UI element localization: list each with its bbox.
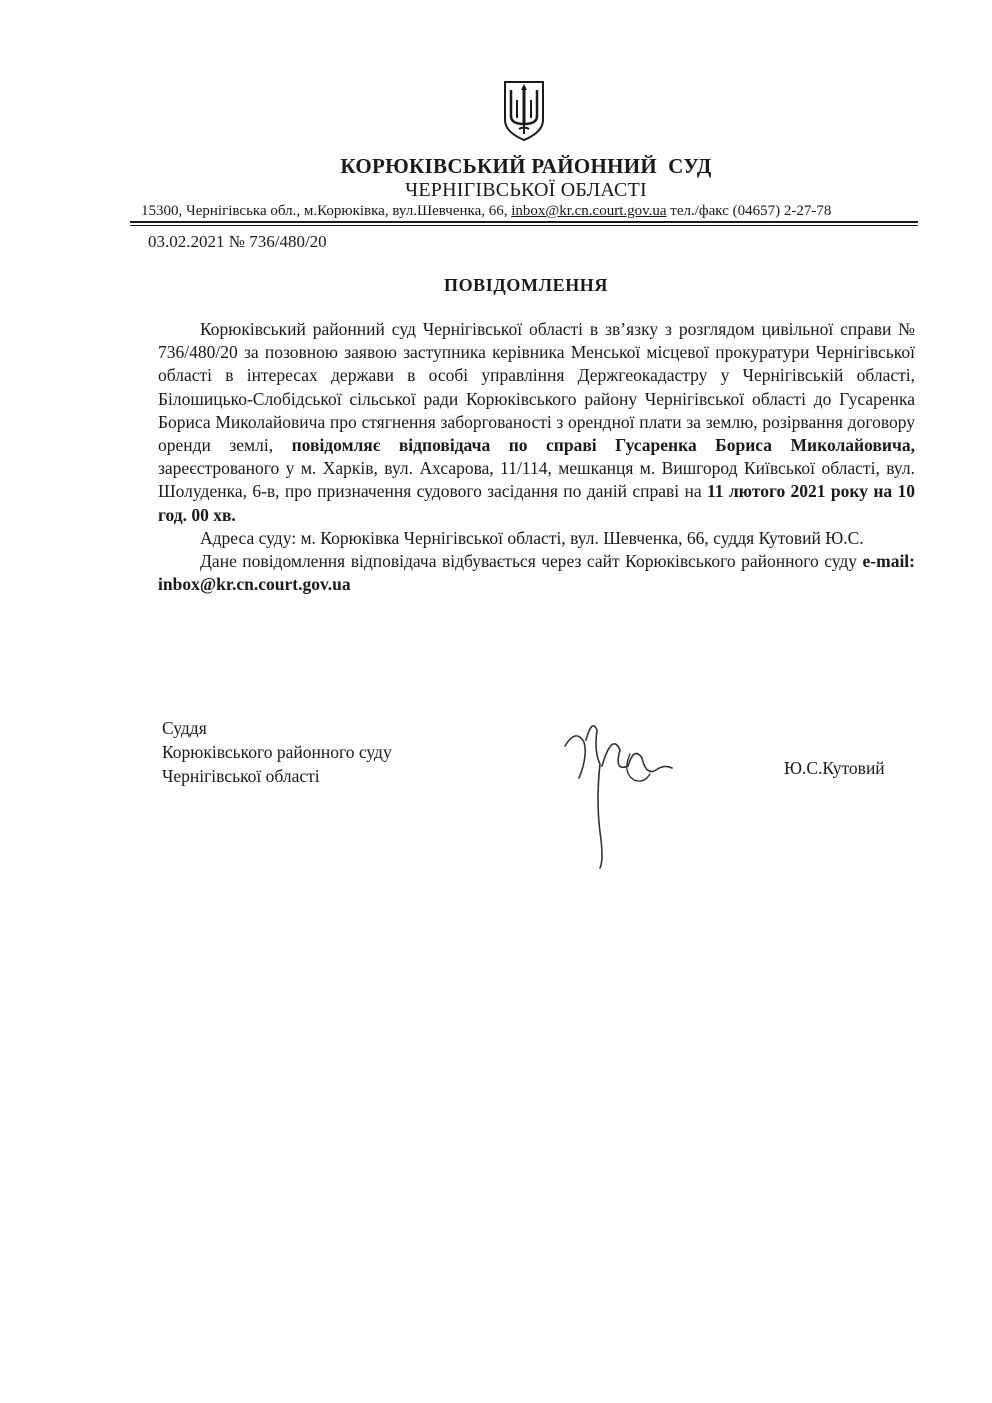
court-address — [141, 203, 831, 220]
paragraph-notice-text: Дане повідомлення відповідача відбувається через сайт Корюківського районного суду — [200, 551, 863, 572]
signature-region: Чернігівської області — [162, 766, 320, 786]
signature-court: Корюківського районного суду — [162, 742, 392, 762]
paragraph-main-notice: повідомляє відповідача по справі Гусаренка Бориса Миколайовича, — [291, 435, 915, 456]
paragraph-court-address: Адреса суду: м. Корюківка Чернігівської області, вул. Шевченка, 66, суддя Кутовий Ю.С. — [200, 527, 864, 548]
document-title: ПОВІДОМЛЕННЯ — [443, 275, 608, 295]
coat-of-arms-trident-icon — [502, 78, 546, 142]
judge-name: Ю.С.Кутовий — [784, 758, 885, 778]
header-rule-thin — [130, 225, 918, 226]
address-prefix: 15300, Чернігівська обл., м.Корюківка, вул.Шевченка, 66, — [141, 203, 512, 219]
court-region: ЧЕРНІГІВСЬКОЇ ОБЛАСТІ — [405, 179, 647, 201]
paragraph-main — [158, 318, 915, 527]
document-body — [158, 318, 915, 596]
paragraph-main-text: Корюківський районний суд Чернігівської області в зв’язку з розглядом цивільної справи № 736/480/20 за позовною заявою заступника керівника Менської місцевої прокуратури Чернігівської області в інтересах держави в особі управління Держгеокадастру у Чернігівській області, Білошицько-Слобідської сільської ради Корюківського району Чернігівської області до Гусаренка Бориса Миколайовича про стягнення заборгованості з орендної плати за землю, розірвання договору оренди землі, — [158, 319, 915, 456]
signature-title: Суддя — [162, 718, 207, 738]
header-rule — [130, 221, 918, 223]
signature-block — [162, 716, 392, 788]
paragraph-notice-site — [158, 550, 915, 596]
outgoing-reference: 03.02.2021 № 736/480/20 — [148, 232, 327, 251]
address-phone: тел./факс (04657) 2-27-78 — [666, 203, 832, 219]
court-email: e-mail: inbox@kr.cn.court.gov.ua — [158, 551, 915, 595]
address-email-link[interactable]: inbox@kr.cn.court.gov.ua — [511, 203, 667, 219]
paragraph-main-text-2: зареєстрованого у м. Харків, вул. Ахсарова, 11/114, мешканця м. Вишгород Київської області, вул. Шолуденка, 6-в, про призначення судового засідання по даній справі на — [158, 458, 915, 502]
court-name: КОРЮКІВСЬКИЙ РАЙОННИЙ СУД — [340, 154, 712, 178]
handwritten-signature — [560, 712, 690, 872]
hearing-datetime: 11 лютого 2021 року на 10 год. 00 хв. — [158, 481, 915, 525]
